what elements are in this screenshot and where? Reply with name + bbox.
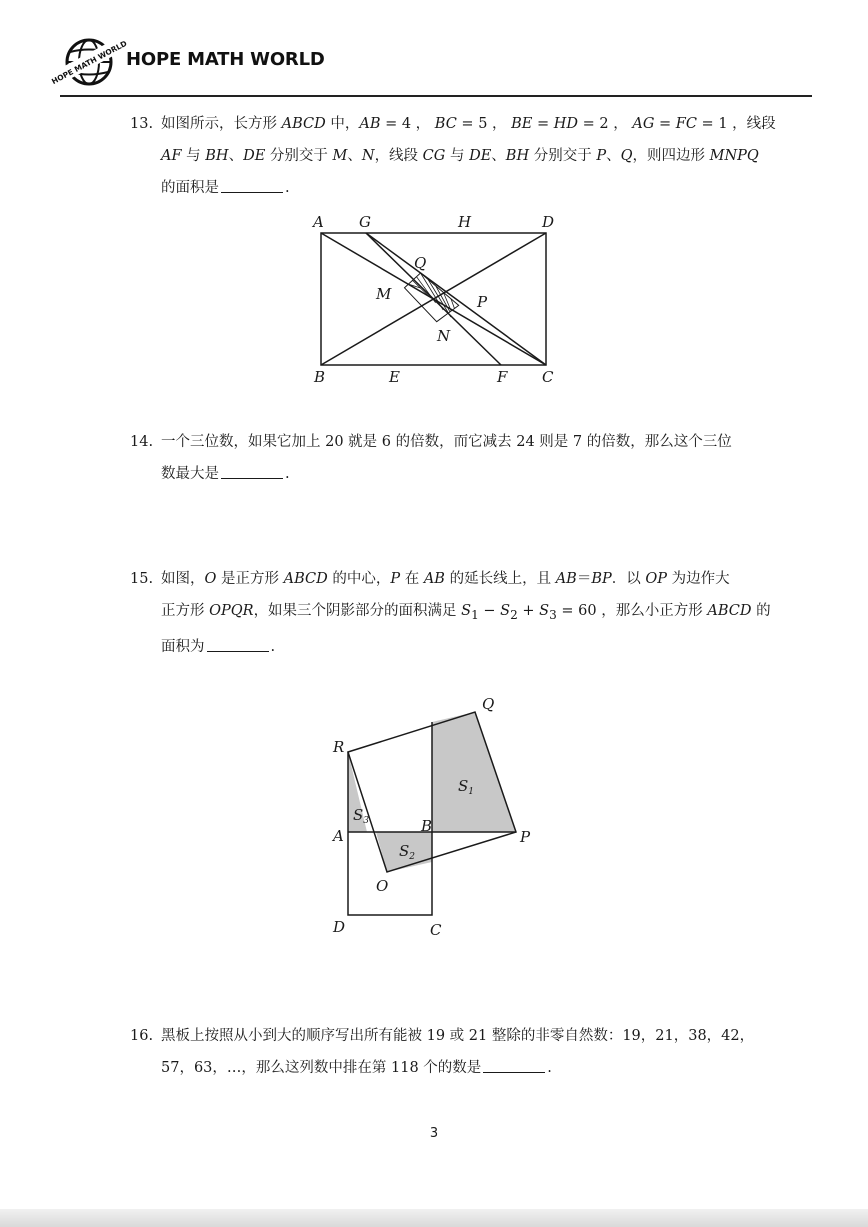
text-segment: . [285, 180, 290, 196]
label-A: A [313, 213, 324, 231]
math-variable: CG [422, 148, 446, 164]
label-P: P [477, 293, 488, 311]
text-segment: 、 [491, 148, 506, 164]
label-D: D [542, 213, 555, 231]
math-variable: O [204, 571, 217, 587]
problem-14 [130, 426, 760, 490]
problem-text-line [161, 458, 760, 490]
label-G: G [359, 213, 371, 231]
problem-text-line [161, 140, 760, 172]
math-variable: S [539, 603, 550, 619]
math-variable: N [361, 148, 375, 164]
text-segment: 如图所示，长方形 [161, 116, 282, 132]
text-segment: 数最大是 [161, 466, 219, 482]
text-segment: . [285, 466, 290, 482]
math-variable: BH [505, 148, 530, 164]
label-M: M [376, 285, 392, 303]
text-segment: + [517, 603, 540, 619]
answer-blank[interactable] [221, 176, 283, 193]
text-segment: = 4 ， [380, 116, 435, 132]
text-segment: 一个三位数，如果它加上 20 就是 6 的倍数，而它减去 24 则是 7 的倍数，那么这个三位 [161, 434, 732, 450]
text-segment: 的延长线上，且 [444, 571, 556, 587]
label-C: C [542, 368, 554, 386]
answer-blank[interactable] [483, 1056, 545, 1073]
text-segment: − [478, 603, 501, 619]
math-variable: AB [423, 571, 445, 587]
text-segment: 分别交于 [265, 148, 333, 164]
logo-ring-text: HOPE MATH WORLD [50, 38, 129, 87]
label-Q: Q [482, 695, 495, 713]
text-segment: ．以 [611, 571, 646, 587]
label-O: O [376, 877, 389, 895]
math-variable: ABCD [283, 571, 328, 587]
problem-text-line [161, 1052, 760, 1084]
label-E: E [389, 368, 400, 386]
math-variable: DE [469, 148, 492, 164]
math-variable: P [390, 571, 401, 587]
page-bottom-edge [0, 1209, 868, 1227]
text-segment: 的 [751, 603, 771, 619]
text-segment: 的中心， [327, 571, 391, 587]
text-segment: = 1 ，线段 [696, 116, 776, 132]
label-B: B [314, 368, 326, 386]
label-R: R [333, 738, 345, 756]
square-figure [320, 690, 550, 940]
text-segment: 与 [445, 148, 470, 164]
math-variable: AG [632, 116, 655, 132]
math-variable: AB [555, 571, 577, 587]
problem-text-line [161, 631, 760, 663]
answer-blank[interactable] [207, 635, 269, 652]
problem-text-line [161, 1020, 760, 1052]
label-H: H [458, 213, 472, 231]
text-segment: ，则四边形 [632, 148, 710, 164]
text-segment: 57，63，…，那么这列数中排在第 118 个的数是 [161, 1060, 482, 1076]
problem-13 [130, 108, 776, 204]
text-segment: 分别交于 [529, 148, 597, 164]
brand-name: HOPE MATH WORLD [126, 49, 325, 70]
text-segment: 的面积是 [161, 180, 219, 196]
math-variable: ABCD [281, 116, 326, 132]
math-variable: BE [511, 116, 533, 132]
problem-text-line [161, 426, 760, 458]
label-S1: $S_1$ [458, 777, 475, 797]
problem-16 [130, 1020, 760, 1084]
text-segment: 中， [325, 116, 360, 132]
math-variable: Q [620, 148, 633, 164]
label-S3: $S_3$ [353, 806, 370, 826]
text-segment: 为边作大 [667, 571, 730, 587]
text-segment: 黑板上按照从小到大的顺序写出所有能被 19 或 21 整除的非零自然数：19，21，38，42， [161, 1028, 755, 1044]
math-variable: DE [243, 148, 266, 164]
problem-number: 13. [130, 116, 154, 132]
problem-number: 15. [130, 571, 154, 587]
text-segment: . [547, 1060, 552, 1076]
label-N: N [437, 327, 451, 345]
text-segment: 与 [181, 148, 206, 164]
text-segment: = 5 ， [456, 116, 512, 132]
text-segment: 、 [606, 148, 621, 164]
label-D: D [333, 918, 346, 936]
math-variable: M [332, 148, 348, 164]
text-segment: = [654, 116, 676, 132]
label-B: B [421, 817, 433, 835]
answer-blank[interactable] [221, 462, 283, 479]
label-P: P [520, 828, 531, 846]
header-divider [60, 95, 812, 97]
rectangle-figure [300, 210, 570, 390]
text-segment: ，线段 [374, 148, 423, 164]
math-subscript: 2 [510, 607, 518, 622]
math-variable: BP [591, 571, 612, 587]
math-variable: ABCD [707, 603, 752, 619]
math-subscript: 3 [549, 607, 557, 622]
text-segment: 、 [228, 148, 244, 164]
problem-text-line [161, 172, 760, 204]
math-variable: BC [434, 116, 457, 132]
problem-number: 16. [130, 1028, 154, 1044]
math-variable: BH [205, 148, 229, 164]
text-segment: ＝ [576, 571, 592, 587]
text-segment: 是正方形 [216, 571, 284, 587]
math-variable: S [500, 603, 511, 619]
text-segment: = [532, 116, 554, 132]
math-variable: S [461, 603, 472, 619]
page-number: 3 [429, 1126, 439, 1141]
math-variable: FC [675, 116, 697, 132]
text-segment: 在 [400, 571, 424, 587]
math-variable: OP [645, 571, 668, 587]
math-variable: MNPQ [709, 148, 759, 164]
math-variable: HD [553, 116, 579, 132]
math-variable: P [596, 148, 607, 164]
math-variable: AF [161, 148, 182, 164]
text-segment: . [270, 638, 276, 655]
label-S2: $S_2$ [399, 842, 416, 862]
text-segment: = 60 ，那么小正方形 [556, 603, 708, 619]
globe-logo-icon [50, 34, 129, 92]
text-segment: ，如果三个阴影部分的面积满足 [253, 603, 462, 619]
label-A: A [333, 827, 344, 845]
math-variable: AB [359, 116, 381, 132]
text-segment: 正方形 [161, 603, 210, 619]
text-segment: = 2 ， [578, 116, 633, 132]
label-F: F [497, 368, 508, 386]
problem-text-line [161, 108, 776, 140]
label-Q: Q [414, 254, 427, 272]
text-segment: 、 [347, 148, 362, 164]
label-C: C [430, 921, 442, 939]
problem-15 [130, 563, 771, 663]
problem-text-line [161, 595, 771, 631]
header [50, 34, 820, 96]
problem-text-line [161, 563, 760, 595]
math-subscript: 1 [471, 607, 479, 622]
problem-number: 14. [130, 434, 154, 450]
text-segment: 如图， [161, 571, 205, 587]
math-variable: OPQR [209, 603, 254, 619]
text-segment: 面积为 [161, 638, 205, 655]
